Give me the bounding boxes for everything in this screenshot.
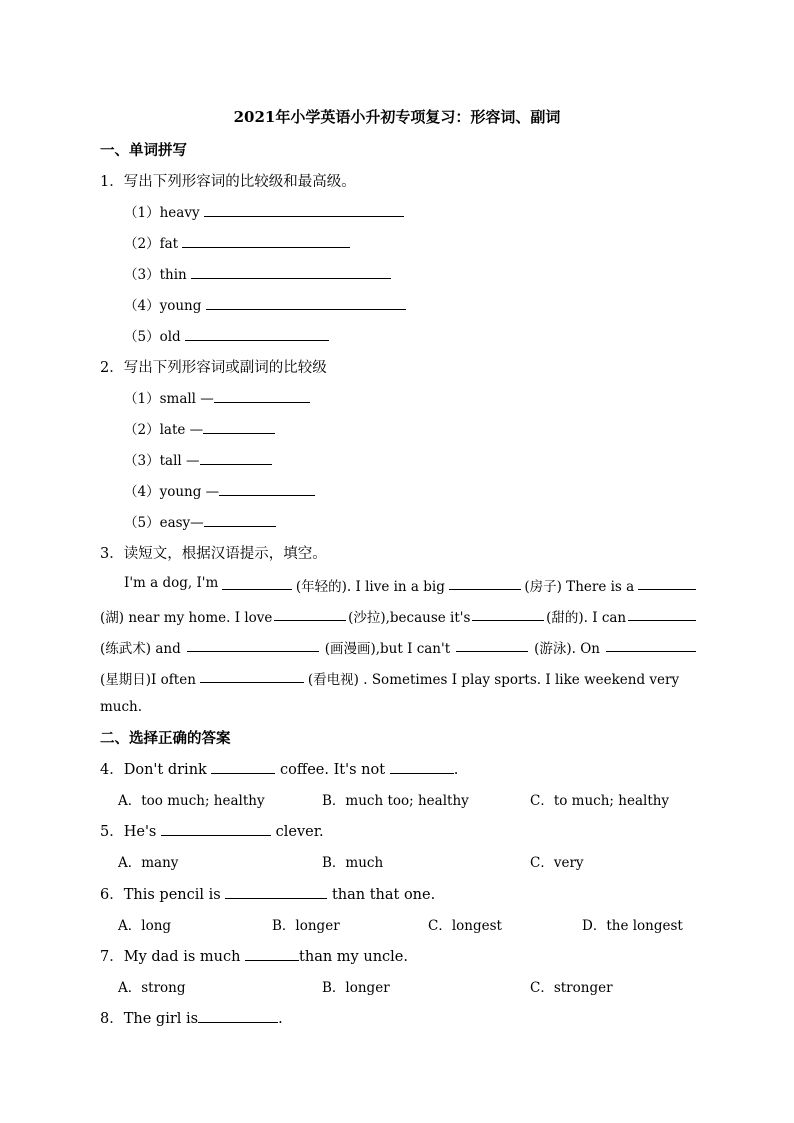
question-3-stem: 3．读短文，根据汉语提示，填空。 (100, 546, 327, 562)
q1-item-4 (124, 294, 406, 314)
answer-blank[interactable] (198, 1008, 278, 1023)
q7-option-c[interactable]: C．stronger (530, 980, 613, 996)
q6-option-c[interactable]: C．longest (428, 918, 502, 934)
answer-blank[interactable] (449, 575, 521, 590)
q2-item-5 (124, 511, 276, 531)
passage-text: (练武术) and (100, 641, 181, 657)
q5-option-c[interactable]: C．very (530, 855, 584, 871)
question-2-stem: 2．写出下列形容词或副词的比较级 (100, 360, 327, 376)
q6-text: than that one. (331, 887, 436, 903)
section-heading-spelling: 一、单词拼写 (100, 142, 187, 159)
q1-item-1-label: （1）heavy (124, 205, 200, 221)
q1-item-3-label: （3）thin (124, 267, 187, 283)
answer-blank[interactable] (219, 481, 315, 496)
passage-text: (沙拉),because it's (348, 610, 471, 626)
q1-item-5 (124, 325, 329, 345)
q4-option-b[interactable]: B．much too; healthy (322, 793, 469, 809)
answer-blank[interactable] (187, 637, 319, 652)
q5-text: 5．He's (100, 824, 157, 840)
q5-option-a[interactable]: A．many (118, 855, 179, 871)
answer-blank[interactable] (182, 233, 350, 248)
passage-line-2 (100, 606, 696, 626)
q5-option-b[interactable]: B．much (322, 855, 384, 871)
answer-blank[interactable] (206, 295, 406, 310)
q2-item-5-label: （5）easy— (124, 515, 204, 531)
question-8-stem (100, 1007, 283, 1028)
q4-text: 4．Don't drink (100, 762, 207, 778)
answer-blank[interactable] (204, 512, 276, 527)
answer-blank[interactable] (191, 264, 391, 279)
q5-text: clever. (275, 824, 324, 840)
q4-text: . (453, 762, 459, 778)
q6-option-b[interactable]: B．longer (272, 918, 340, 934)
question-5-stem (100, 820, 324, 841)
answer-blank[interactable] (214, 388, 310, 403)
answer-blank[interactable] (456, 637, 528, 652)
answer-blank[interactable] (200, 450, 272, 465)
answer-blank[interactable] (222, 575, 292, 590)
passage-text: I'm a dog, I'm (124, 575, 219, 591)
q2-item-2 (124, 418, 275, 438)
q7-option-b[interactable]: B．longer (322, 980, 390, 996)
q6-option-d[interactable]: D．the longest (582, 918, 683, 934)
q2-item-2-label: （2）late — (124, 422, 204, 438)
q8-text: . (278, 1011, 283, 1027)
answer-blank[interactable] (203, 419, 275, 434)
passage-line-1 (100, 575, 696, 595)
answer-blank[interactable] (472, 606, 544, 621)
answer-blank[interactable] (245, 946, 299, 961)
q6-text: 6．This pencil is (100, 887, 221, 903)
passage-text: (湖) near my home. I love (100, 610, 273, 626)
question-4-stem (100, 758, 458, 779)
q1-item-5-label: （5）old (124, 329, 181, 345)
q2-item-3-label: （3）tall — (124, 453, 200, 469)
passage-text: (房子) There is a (524, 579, 635, 595)
answer-blank[interactable] (200, 668, 304, 683)
question-1-stem: 1．写出下列形容词的比较级和最高级。 (100, 174, 356, 190)
question-7-stem (100, 945, 408, 966)
q1-item-2 (124, 232, 350, 252)
q6-option-a[interactable]: A．long (118, 918, 172, 934)
passage-text: (游泳). On (534, 641, 600, 657)
passage-line-5: much. (100, 699, 143, 715)
answer-blank[interactable] (204, 202, 404, 217)
q4-option-a[interactable]: A．too much; healthy (118, 793, 265, 809)
q8-text: 8．The girl is (100, 1011, 199, 1027)
passage-text: (画漫画),but I can't (324, 641, 451, 657)
passage-text: (看电视) . Sometimes I play sports. I like weekend very (307, 672, 680, 688)
q1-item-3 (124, 263, 391, 283)
q7-text: 7．My dad is much (100, 949, 241, 965)
passage-text: (年轻的). I live in a big (295, 579, 445, 595)
q7-option-a[interactable]: A．strong (118, 980, 186, 996)
answer-blank[interactable] (211, 759, 275, 774)
section-heading-choice: 二、选择正确的答案 (100, 730, 231, 747)
q2-item-3 (124, 449, 272, 469)
q2-item-4-label: （4）young — (124, 484, 220, 500)
q2-item-1-label: （1）small — (124, 391, 214, 407)
q1-item-1 (124, 201, 404, 221)
passage-line-4 (100, 668, 696, 688)
answer-blank[interactable] (390, 759, 454, 774)
passage-line-3 (100, 637, 696, 657)
q4-text: coffee. It's not (280, 762, 386, 778)
q2-item-1 (124, 387, 310, 407)
passage-text: (甜的). I can (546, 610, 627, 626)
answer-blank[interactable] (638, 575, 696, 590)
q2-item-4 (124, 480, 315, 500)
q1-item-4-label: （4）young (124, 298, 202, 314)
page-title: 2021年小学英语小升初专项复习：形容词、副词 (233, 108, 561, 126)
answer-blank[interactable] (274, 606, 346, 621)
q7-text: than my uncle. (299, 949, 408, 965)
answer-blank[interactable] (225, 884, 327, 899)
passage-text: (星期日)I often (100, 672, 196, 688)
answer-blank[interactable] (606, 637, 696, 652)
q4-option-c[interactable]: C．to much; healthy (530, 793, 670, 809)
q1-item-2-label: （2）fat (124, 236, 179, 252)
answer-blank[interactable] (161, 821, 271, 836)
answer-blank[interactable] (628, 606, 696, 621)
answer-blank[interactable] (185, 326, 329, 341)
question-6-stem (100, 883, 435, 904)
